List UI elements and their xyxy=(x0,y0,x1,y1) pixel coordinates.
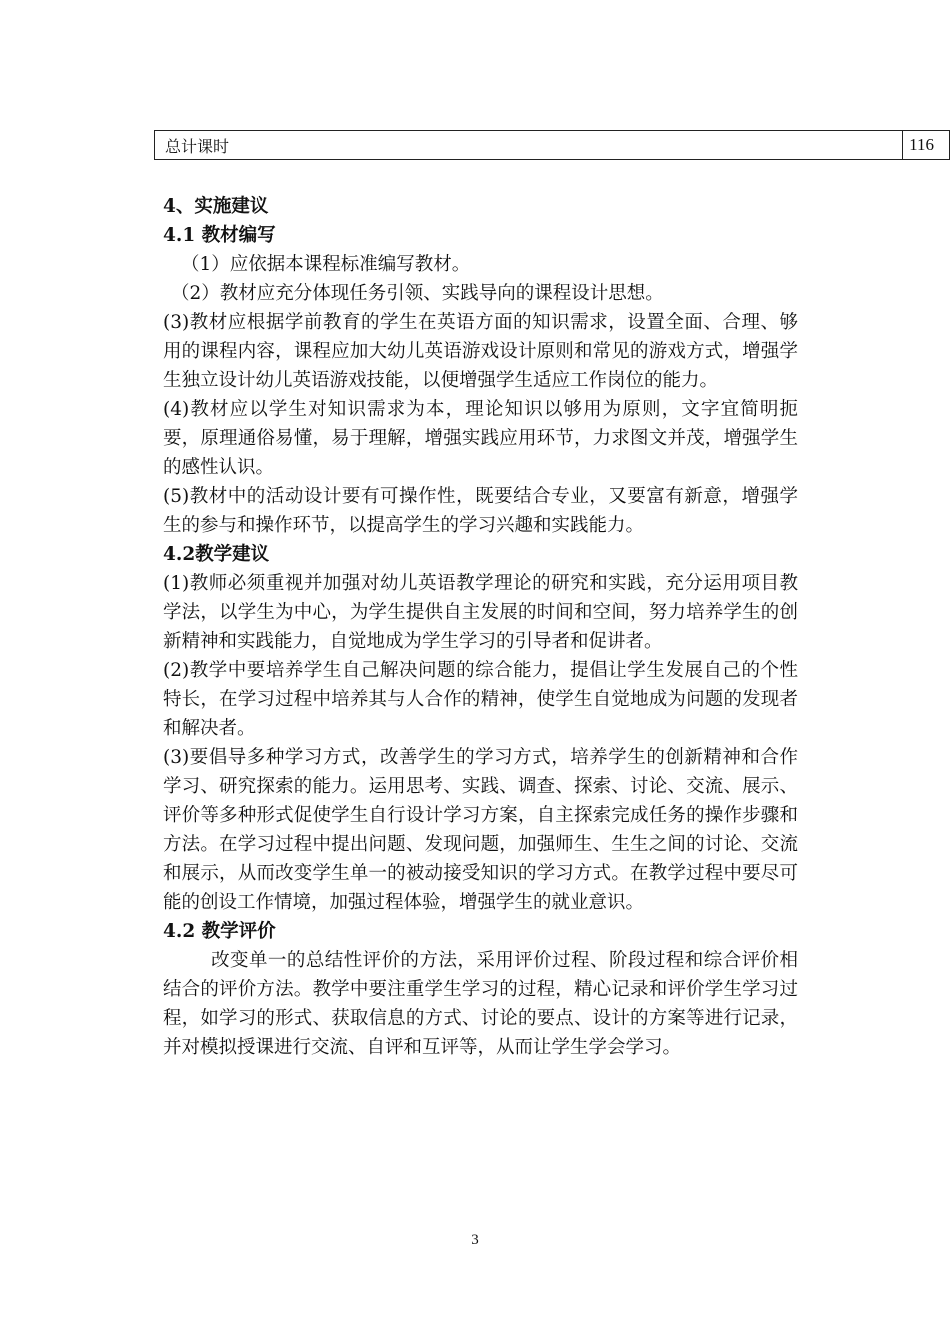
section-heading: 4.1 教材编写 xyxy=(163,225,276,246)
total-hours-value: 116 xyxy=(903,131,950,160)
page-number: 3 xyxy=(471,1232,479,1248)
total-hours-table xyxy=(154,130,950,160)
document-body xyxy=(163,192,798,1062)
total-hours-label: 总计课时 xyxy=(155,131,903,160)
paragraph: (3)要倡导多种学习方式，改善学生的学习方式，培养学生的创新精神和合作学习、研究探索的能力。运用思考、实践、调查、探索、讨论、交流、展示、评价等多种形式促使学生自行设计学习方案，自主探索完成任务的操作步骤和方法。在学习过程中提出问题、发现问题，加强师生、生生之间的讨论、交流和展示，从而改变学生单一的被动接受知识的学习方式。在教学过程中要尽可能的创设工作情境，加强过程体验，增强学生的就业意识。 xyxy=(163,747,798,913)
section-heading: 4、实施建议 xyxy=(163,196,269,217)
section-heading: 4.2 教学评价 xyxy=(163,921,276,942)
paragraph: (3)教材应根据学前教育的学生在英语方面的知识需求，设置全面、合理、够用的课程内容，课程应加大幼儿英语游戏设计原则和常见的游戏方式，增强学生独立设计幼儿英语游戏技能，以便增强学生适应工作岗位的能力。 xyxy=(163,312,798,391)
paragraph: 改变单一的总结性评价的方法，采用评价过程、阶段过程和综合评价相结合的评价方法。教学中要注重学生学习的过程，精心记录和评价学生学习过程，如学习的形式、获取信息的方式、讨论的要点、设计的方案等进行记录，并对模拟授课进行交流、自评和互评等，从而让学生学会学习。 xyxy=(163,950,798,1058)
paragraph: (4)教材应以学生对知识需求为本，理论知识以够用为原则，文字宜简明扼要，原理通俗易懂，易于理解，增强实践应用环节，力求图文并茂，增强学生的感性认识。 xyxy=(163,399,798,478)
paragraph: (5)教材中的活动设计要有可操作性，既要结合专业，又要富有新意，增强学生的参与和操作环节，以提高学生的学习兴趣和实践能力。 xyxy=(163,486,798,536)
paragraph: (2)教学中要培养学生自己解决问题的综合能力，提倡让学生发展自己的个性特长，在学习过程中培养其与人合作的精神，使学生自觉地成为问题的发现者和解决者。 xyxy=(163,660,798,739)
paragraph: (1)教师必须重视并加强对幼儿英语教学理论的研究和实践，充分运用项目教学法，以学生为中心，为学生提供自主发展的时间和空间，努力培养学生的创新精神和实践能力，自觉地成为学生学习的引导者和促讲者。 xyxy=(163,573,798,652)
section-heading: 4.2教学建议 xyxy=(163,544,270,565)
table-row xyxy=(155,131,950,160)
paragraph: （1）应依据本课程标准编写教材。 xyxy=(181,254,471,275)
paragraph: （2）教材应充分体现任务引领、实践导向的课程设计思想。 xyxy=(171,283,664,304)
